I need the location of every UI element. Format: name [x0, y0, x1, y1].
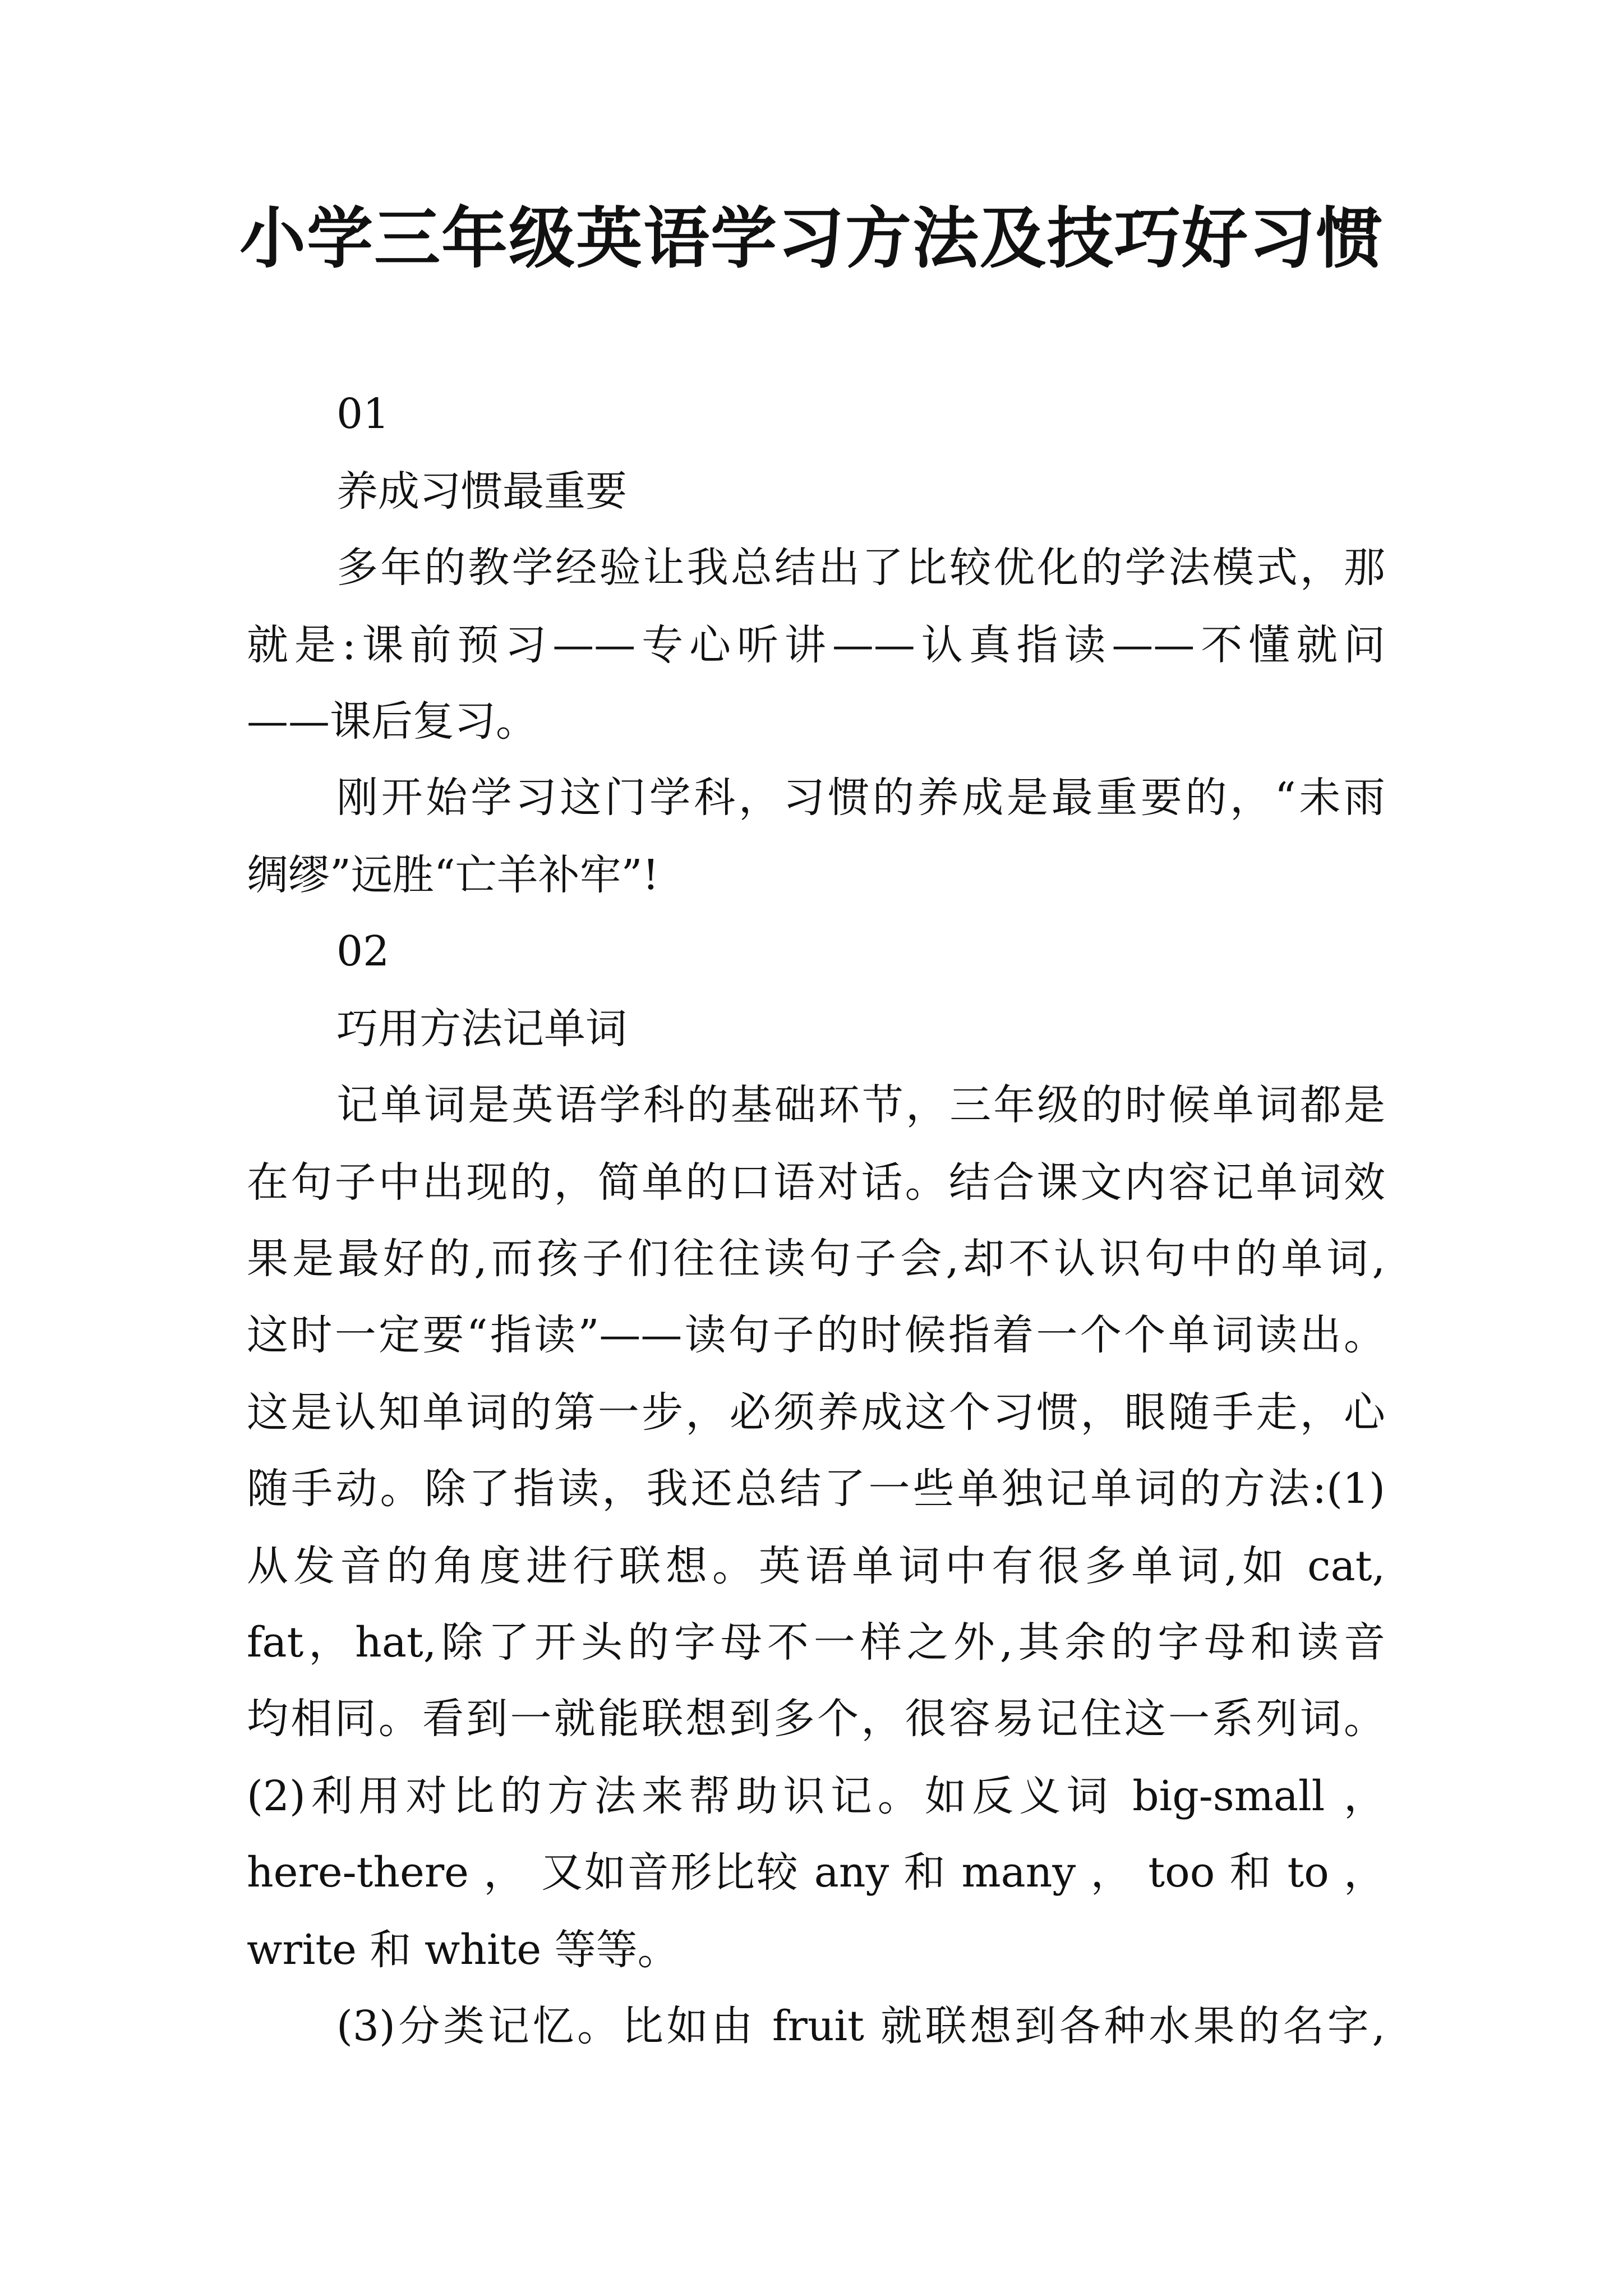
paragraph-line: 这时一定要“指读”——读句子的时候指着一个个单词读出。	[247, 1311, 1385, 1359]
paragraph-line: (3)分类记忆。比如由 fruit 就联想到各种水果的名字,	[336, 2002, 1385, 2050]
paragraph-line: (2)利用对比的方法来帮助识记。如反义词 big-small ，	[247, 1772, 1385, 1820]
paragraph-line: 就是:课前预习——专心听讲——认真指读——不懂就问	[247, 621, 1385, 669]
paragraph-line: 这是认知单词的第一步，必须养成这个习惯，眼随手走，心	[247, 1388, 1385, 1437]
section-heading: 养成习惯最重要	[336, 467, 627, 516]
paragraph-line: 果是最好的,而孩子们往往读句子会,却不认识句中的单词,	[247, 1235, 1385, 1283]
section-number: 01	[336, 390, 390, 438]
paragraph-line: ——课后复习。	[247, 697, 537, 746]
page-title: 小学三年级英语学习方法及技巧好习惯	[239, 199, 1384, 277]
paragraph-line: 多年的教学经验让我总结出了比较优化的学法模式，那	[336, 544, 1385, 592]
paragraph-line: 刚开始学习这门学科，习惯的养成是最重要的，“未雨	[336, 774, 1385, 822]
paragraph-line: 记单词是英语学科的基础环节，三年级的时候单词都是	[336, 1081, 1385, 1129]
paragraph-line: fat，hat,除了开头的字母不一样之外,其余的字母和读音	[247, 1618, 1385, 1667]
paragraph-line: 绸缪”远胜“亡羊补牢”!	[247, 851, 660, 899]
paragraph-line: 在句子中出现的，简单的口语对话。结合课文内容记单词效	[247, 1158, 1385, 1207]
paragraph-line: 从发音的角度进行联想。英语单词中有很多单词,如 cat,	[247, 1542, 1385, 1590]
paragraph-line: 随手动。除了指读，我还总结了一些单独记单词的方法:(1)	[247, 1465, 1385, 1513]
section-number: 02	[336, 927, 390, 976]
paragraph-line: 均相同。看到一就能联想到多个，很容易记住这一系列词。	[247, 1695, 1385, 1743]
section-heading: 巧用方法记单词	[336, 1005, 627, 1053]
paragraph-line: write 和 white 等等。	[247, 1926, 679, 1974]
paragraph-line: here-there ， 又如音形比较 any 和 many ， too 和 to ，	[247, 1848, 1385, 1897]
